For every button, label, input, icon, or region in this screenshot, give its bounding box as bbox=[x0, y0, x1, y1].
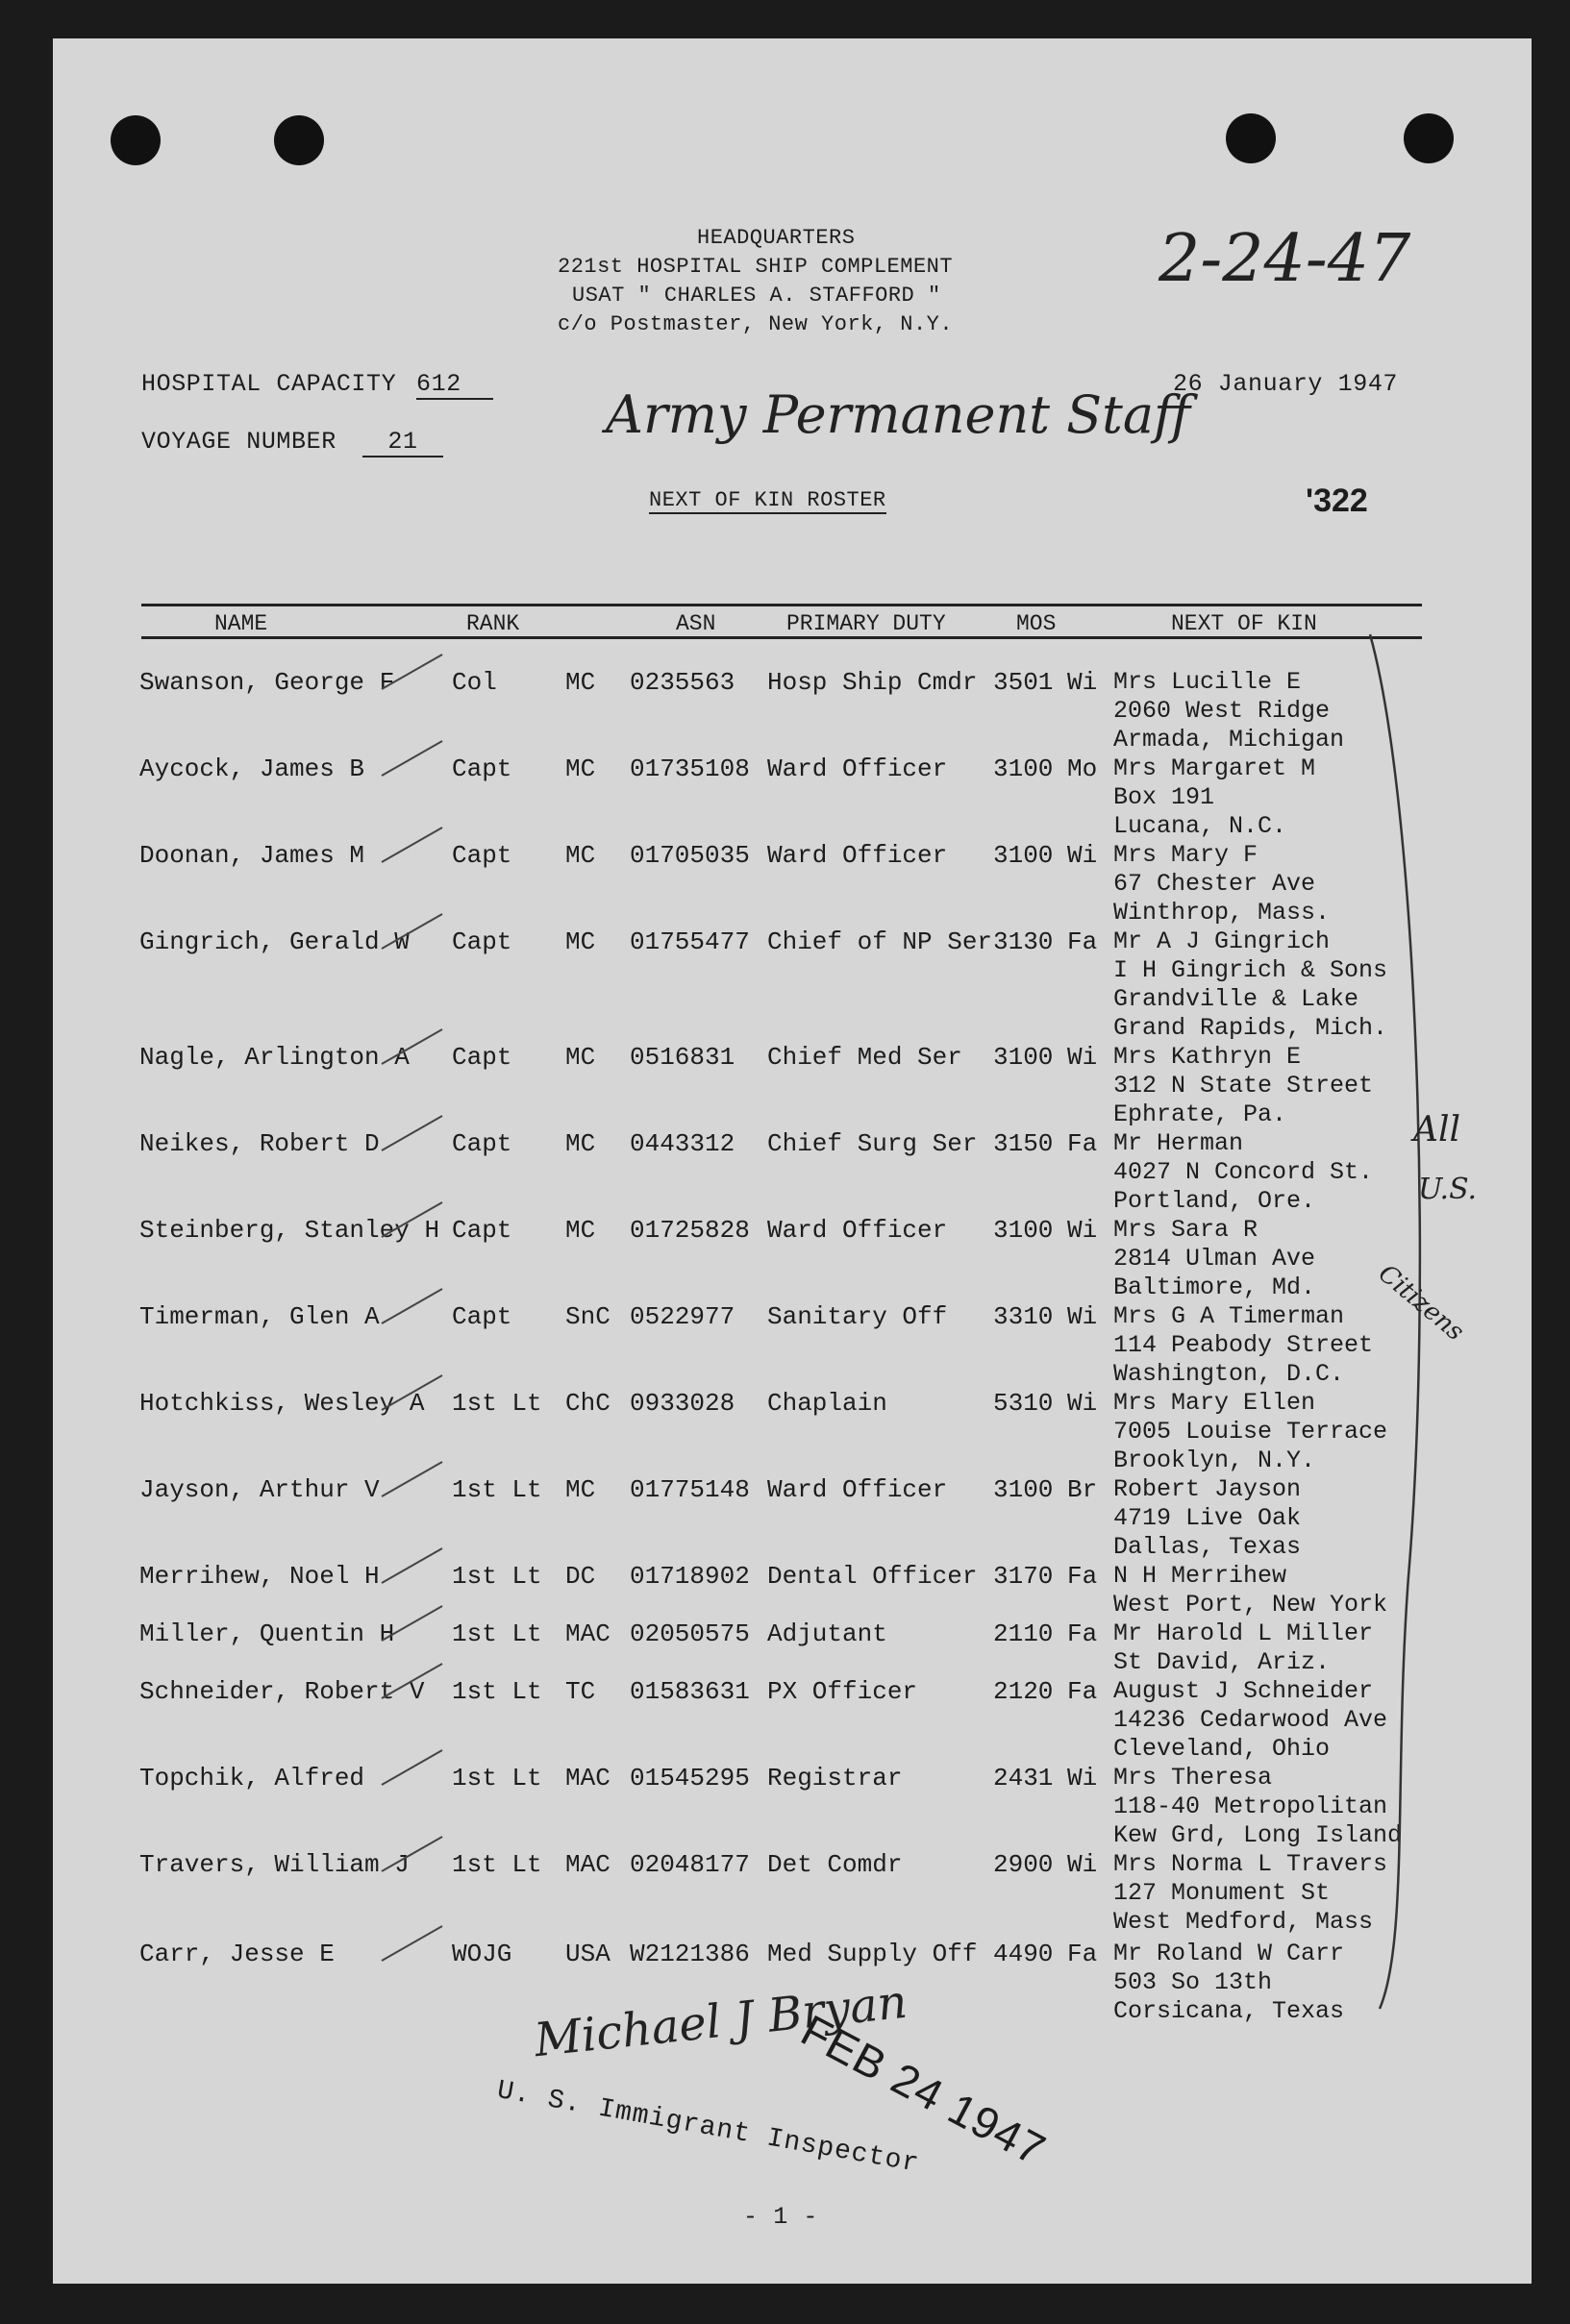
row-mos: 3501 bbox=[993, 668, 1054, 697]
row-name: Neikes, Robert D bbox=[139, 1129, 380, 1158]
kin-line: Mrs Sara R bbox=[1113, 1216, 1258, 1244]
kin-line: Mrs Theresa bbox=[1113, 1764, 1273, 1792]
row-status: Wi bbox=[1067, 1302, 1098, 1331]
row-asn: 0235563 bbox=[630, 668, 735, 697]
row-rank: 1st Lt bbox=[452, 1475, 542, 1504]
row-rank: Capt bbox=[452, 927, 512, 956]
row-branch: MAC bbox=[565, 1850, 611, 1879]
kin-line: I H Gingrich & Sons bbox=[1113, 956, 1388, 984]
kin-line: Mrs Norma L Travers bbox=[1113, 1850, 1388, 1878]
table-row bbox=[53, 1562, 1532, 1619]
kin-line: 503 So 13th bbox=[1113, 1968, 1273, 1996]
stamp-text: U. S. Immigrant Inspector bbox=[494, 2076, 922, 2180]
row-duty: Med Supply Off bbox=[767, 1940, 978, 1968]
row-name: Aycock, James B bbox=[139, 754, 365, 783]
row-duty: Chief Med Ser bbox=[767, 1043, 962, 1072]
row-duty: PX Officer bbox=[767, 1677, 918, 1706]
row-branch: TC bbox=[565, 1677, 596, 1706]
row-status: Wi bbox=[1067, 1850, 1098, 1879]
kin-line: West Medford, Mass bbox=[1113, 1908, 1374, 1936]
row-duty: Registrar bbox=[767, 1764, 903, 1792]
kin-line: Robert Jayson bbox=[1113, 1475, 1302, 1503]
row-duty: Chief Surg Ser bbox=[767, 1129, 978, 1158]
row-name: Swanson, George F bbox=[139, 668, 395, 697]
kin-line: Grandville & Lake bbox=[1113, 985, 1359, 1013]
row-status: Wi bbox=[1067, 1389, 1098, 1418]
kin-line: Mr Harold L Miller bbox=[1113, 1619, 1374, 1647]
table-row bbox=[53, 1475, 1532, 1561]
kin-line: Baltimore, Md. bbox=[1113, 1273, 1316, 1301]
row-duty: Ward Officer bbox=[767, 841, 948, 870]
row-mos: 3100 bbox=[993, 1216, 1054, 1245]
row-duty: Hosp Ship Cmdr bbox=[767, 668, 978, 697]
row-mos: 5310 bbox=[993, 1389, 1054, 1418]
table-row bbox=[53, 1850, 1532, 1936]
kin-line: Mrs Kathryn E bbox=[1113, 1043, 1302, 1071]
kin-line: Washington, D.C. bbox=[1113, 1360, 1345, 1388]
row-asn: 01755477 bbox=[630, 927, 750, 956]
row-rank: Capt bbox=[452, 1302, 512, 1331]
kin-line: Armada, Michigan bbox=[1113, 726, 1345, 754]
row-rank: 1st Lt bbox=[452, 1764, 542, 1792]
kin-line: Mr Herman bbox=[1113, 1129, 1244, 1157]
col-header-rank: RANK bbox=[466, 611, 520, 636]
row-status: Wi bbox=[1067, 1216, 1098, 1245]
row-rank: Capt bbox=[452, 841, 512, 870]
row-name: Merrihew, Noel H bbox=[139, 1562, 380, 1591]
handwritten-date: 2-24-47 bbox=[1159, 221, 1411, 297]
table-row bbox=[53, 668, 1532, 754]
row-asn: 01583631 bbox=[630, 1677, 750, 1706]
row-duty: Chaplain bbox=[767, 1389, 887, 1418]
row-status: Wi bbox=[1067, 1043, 1098, 1072]
row-name: Gingrich, Gerald W bbox=[139, 927, 410, 956]
row-status: Fa bbox=[1067, 1940, 1098, 1968]
table-row bbox=[53, 1389, 1532, 1474]
row-asn: 01705035 bbox=[630, 841, 750, 870]
row-name: Travers, William J bbox=[139, 1850, 410, 1879]
header-line-1: HEADQUARTERS bbox=[697, 226, 856, 250]
row-asn: 0516831 bbox=[630, 1043, 735, 1072]
check-mark-icon bbox=[380, 824, 447, 867]
row-next-of-kin bbox=[1113, 754, 1315, 841]
page-number: - 1 - bbox=[743, 2203, 819, 2231]
row-mos: 2120 bbox=[993, 1677, 1054, 1706]
kin-line: 127 Monument St bbox=[1113, 1879, 1331, 1907]
header-rule-bottom bbox=[141, 636, 1422, 639]
kin-line: West Port, New York bbox=[1113, 1591, 1388, 1619]
row-name: Jayson, Arthur V bbox=[139, 1475, 380, 1504]
table-row bbox=[53, 841, 1532, 927]
inspector-signature-image: Michael J Bryan bbox=[532, 1974, 910, 2068]
col-header-kin: NEXT OF KIN bbox=[1171, 611, 1317, 636]
row-next-of-kin bbox=[1113, 1129, 1373, 1216]
row-rank: 1st Lt bbox=[452, 1389, 542, 1418]
kin-line: Dallas, Texas bbox=[1113, 1533, 1302, 1561]
check-mark-icon bbox=[380, 1545, 447, 1588]
row-mos: 3170 bbox=[993, 1562, 1054, 1591]
kin-line: Ephrate, Pa. bbox=[1113, 1100, 1287, 1128]
kin-line: Mrs G A Timerman bbox=[1113, 1302, 1345, 1330]
document-date: 26 January 1947 bbox=[1173, 370, 1399, 398]
row-rank: 1st Lt bbox=[452, 1677, 542, 1706]
table-row bbox=[53, 927, 1532, 1042]
row-status: Wi bbox=[1067, 1764, 1098, 1792]
table-row bbox=[53, 1764, 1532, 1849]
capacity-label: HOSPITAL CAPACITY bbox=[141, 370, 397, 398]
row-mos: 3100 bbox=[993, 841, 1054, 870]
header-line-3: USAT " CHARLES A. STAFFORD " bbox=[572, 284, 941, 308]
row-asn: 0933028 bbox=[630, 1389, 735, 1418]
row-branch: MC bbox=[565, 1475, 596, 1504]
col-header-duty: PRIMARY DUTY bbox=[786, 611, 946, 636]
table-row bbox=[53, 1043, 1532, 1128]
stamp-date: FEB 24 1947 bbox=[793, 2004, 1055, 2176]
voyage-label: VOYAGE NUMBER bbox=[141, 428, 336, 456]
check-mark-icon bbox=[380, 1660, 447, 1703]
row-name: Nagle, Arlington A bbox=[139, 1043, 410, 1072]
row-mos: 3310 bbox=[993, 1302, 1054, 1331]
row-branch: SnC bbox=[565, 1302, 611, 1331]
check-mark-icon bbox=[380, 1746, 447, 1790]
punch-hole-left-2 bbox=[274, 115, 324, 165]
voyage-value: 21 bbox=[362, 428, 443, 457]
kin-line: 7005 Louise Terrace bbox=[1113, 1418, 1388, 1446]
kin-line: Mr Roland W Carr bbox=[1113, 1940, 1345, 1967]
row-branch: ChC bbox=[565, 1389, 611, 1418]
row-next-of-kin bbox=[1113, 1619, 1373, 1677]
row-rank: Capt bbox=[452, 1216, 512, 1245]
row-mos: 3100 bbox=[993, 1043, 1054, 1072]
kin-line: 118-40 Metropolitan bbox=[1113, 1792, 1388, 1820]
check-mark-icon bbox=[380, 910, 447, 953]
row-branch: USA bbox=[565, 1940, 611, 1968]
margin-note-line-1: All bbox=[1413, 1110, 1461, 1150]
kin-line: Cleveland, Ohio bbox=[1113, 1735, 1331, 1763]
row-status: Fa bbox=[1067, 1129, 1098, 1158]
col-header-asn: ASN bbox=[676, 611, 716, 636]
kin-line: Portland, Ore. bbox=[1113, 1187, 1316, 1215]
check-mark-icon bbox=[380, 1922, 447, 1966]
row-next-of-kin bbox=[1113, 841, 1330, 927]
row-status: Fa bbox=[1067, 1562, 1098, 1591]
kin-line: Mrs Mary F bbox=[1113, 841, 1258, 869]
punch-hole-right-2 bbox=[1404, 113, 1454, 163]
row-mos: 3150 bbox=[993, 1129, 1054, 1158]
header-line-2: 221st HOSPITAL SHIP COMPLEMENT bbox=[558, 255, 954, 279]
row-asn: 0522977 bbox=[630, 1302, 735, 1331]
kin-line: Brooklyn, N.Y. bbox=[1113, 1446, 1316, 1474]
row-branch: MC bbox=[565, 668, 596, 697]
kin-line: 14236 Cedarwood Ave bbox=[1113, 1706, 1388, 1734]
row-branch: MC bbox=[565, 927, 596, 956]
row-branch: MC bbox=[565, 1216, 596, 1245]
kin-line: Mrs Margaret M bbox=[1113, 754, 1316, 782]
row-status: Br bbox=[1067, 1475, 1098, 1504]
row-mos: 4490 bbox=[993, 1940, 1054, 1968]
kin-line: 114 Peabody Street bbox=[1113, 1331, 1374, 1359]
kin-line: 2814 Ulman Ave bbox=[1113, 1245, 1316, 1273]
row-asn: 01545295 bbox=[630, 1764, 750, 1792]
capacity-value: 612 bbox=[416, 370, 493, 400]
row-rank: 1st Lt bbox=[452, 1619, 542, 1648]
table-row bbox=[53, 1619, 1532, 1676]
row-duty: Det Comdr bbox=[767, 1850, 903, 1879]
row-asn: 01735108 bbox=[630, 754, 750, 783]
check-mark-icon bbox=[380, 1026, 447, 1069]
kin-line: August J Schneider bbox=[1113, 1677, 1374, 1705]
row-duty: Ward Officer bbox=[767, 1216, 948, 1245]
kin-line: Kew Grd, Long Island bbox=[1113, 1821, 1403, 1849]
kin-line: Grand Rapids, Mich. bbox=[1113, 1014, 1388, 1042]
row-next-of-kin bbox=[1113, 1216, 1315, 1302]
row-mos: 2431 bbox=[993, 1764, 1054, 1792]
row-name: Timerman, Glen A bbox=[139, 1302, 380, 1331]
row-duty: Dental Officer bbox=[767, 1562, 978, 1591]
row-mos: 2900 bbox=[993, 1850, 1054, 1879]
row-mos: 3130 bbox=[993, 927, 1054, 956]
row-next-of-kin bbox=[1113, 1940, 1344, 2026]
handwritten-signature: Army Permanent Staff bbox=[606, 384, 1191, 445]
row-status: Wi bbox=[1067, 841, 1098, 870]
row-branch: DC bbox=[565, 1562, 596, 1591]
row-name: Carr, Jesse E bbox=[139, 1940, 335, 1968]
row-branch: MAC bbox=[565, 1764, 611, 1792]
row-status: Fa bbox=[1067, 1677, 1098, 1706]
row-branch: MC bbox=[565, 754, 596, 783]
row-duty: Chief of NP Ser bbox=[767, 927, 993, 956]
col-header-mos: MOS bbox=[1016, 611, 1057, 636]
row-rank: WOJG bbox=[452, 1940, 512, 1968]
row-duty: Adjutant bbox=[767, 1619, 887, 1648]
kin-line: Lucana, N.C. bbox=[1113, 812, 1287, 840]
row-name: Topchik, Alfred bbox=[139, 1764, 365, 1792]
row-asn: 01718902 bbox=[630, 1562, 750, 1591]
kin-line: Winthrop, Mass. bbox=[1113, 899, 1331, 927]
check-mark-icon bbox=[380, 1112, 447, 1155]
check-mark-icon bbox=[380, 1458, 447, 1501]
row-branch: MC bbox=[565, 1129, 596, 1158]
kin-line: 67 Chester Ave bbox=[1113, 870, 1316, 898]
kin-line: Mrs Mary Ellen bbox=[1113, 1389, 1316, 1417]
header-rule-top bbox=[141, 604, 1422, 606]
row-rank: Capt bbox=[452, 754, 512, 783]
row-next-of-kin bbox=[1113, 1475, 1301, 1562]
row-rank: 1st Lt bbox=[452, 1850, 542, 1879]
kin-line: Corsicana, Texas bbox=[1113, 1997, 1345, 2025]
row-next-of-kin bbox=[1113, 668, 1344, 754]
row-asn: 01725828 bbox=[630, 1216, 750, 1245]
header-line-4: c/o Postmaster, New York, N.Y. bbox=[558, 312, 954, 336]
row-name: Doonan, James M bbox=[139, 841, 365, 870]
table-row bbox=[53, 1216, 1532, 1301]
document-number: '322 bbox=[1306, 482, 1368, 519]
row-next-of-kin bbox=[1113, 1043, 1373, 1129]
punch-hole-left-1 bbox=[111, 115, 161, 165]
row-name: Miller, Quentin H bbox=[139, 1619, 395, 1648]
row-status: Mo bbox=[1067, 754, 1098, 783]
col-header-name: NAME bbox=[214, 611, 268, 636]
row-asn: 02048177 bbox=[630, 1850, 750, 1879]
row-status: Fa bbox=[1067, 927, 1098, 956]
row-rank: 1st Lt bbox=[452, 1562, 542, 1591]
document-page bbox=[53, 38, 1532, 2284]
row-asn: 0443312 bbox=[630, 1129, 735, 1158]
kin-line: 4719 Live Oak bbox=[1113, 1504, 1302, 1532]
check-mark-icon bbox=[380, 651, 447, 694]
row-next-of-kin bbox=[1113, 1302, 1373, 1389]
kin-line: 2060 West Ridge bbox=[1113, 697, 1331, 725]
check-mark-icon bbox=[380, 1372, 447, 1415]
check-mark-icon bbox=[380, 1833, 447, 1876]
check-mark-icon bbox=[380, 1602, 447, 1645]
check-mark-icon bbox=[380, 1199, 447, 1242]
table-row bbox=[53, 1677, 1532, 1763]
row-status: Fa bbox=[1067, 1619, 1098, 1648]
row-asn: W2121386 bbox=[630, 1940, 750, 1968]
punch-hole-right-1 bbox=[1226, 113, 1276, 163]
margin-note-line-2: U.S. bbox=[1418, 1173, 1478, 1206]
row-mos: 3100 bbox=[993, 1475, 1054, 1504]
row-rank: Capt bbox=[452, 1043, 512, 1072]
row-name: Steinberg, Stanley H bbox=[139, 1216, 440, 1245]
kin-line: St David, Ariz. bbox=[1113, 1648, 1331, 1676]
row-name: Hotchkiss, Wesley A bbox=[139, 1389, 425, 1418]
row-rank: Capt bbox=[452, 1129, 512, 1158]
row-branch: MAC bbox=[565, 1619, 611, 1648]
check-mark-icon bbox=[380, 737, 447, 780]
row-name: Schneider, Robert V bbox=[139, 1677, 425, 1706]
row-rank: Col bbox=[452, 668, 497, 697]
row-duty: Ward Officer bbox=[767, 1475, 948, 1504]
row-duty: Ward Officer bbox=[767, 754, 948, 783]
roster-title: NEXT OF KIN ROSTER bbox=[649, 488, 886, 512]
check-mark-icon bbox=[380, 1285, 447, 1328]
row-duty: Sanitary Off bbox=[767, 1302, 948, 1331]
kin-line: Box 191 bbox=[1113, 783, 1215, 811]
kin-line: N H Merrihew bbox=[1113, 1562, 1287, 1590]
row-branch: MC bbox=[565, 1043, 596, 1072]
table-row bbox=[53, 754, 1532, 840]
kin-line: Mr A J Gingrich bbox=[1113, 927, 1331, 955]
margin-note-line-3: Citizens bbox=[1372, 1259, 1470, 1347]
row-asn: 02050575 bbox=[630, 1619, 750, 1648]
row-status: Wi bbox=[1067, 668, 1098, 697]
row-branch: MC bbox=[565, 841, 596, 870]
kin-line: 312 N State Street bbox=[1113, 1072, 1374, 1100]
row-mos: 2110 bbox=[993, 1619, 1054, 1648]
row-asn: 01775148 bbox=[630, 1475, 750, 1504]
kin-line: 4027 N Concord St. bbox=[1113, 1158, 1374, 1186]
kin-line: Mrs Lucille E bbox=[1113, 668, 1302, 696]
row-mos: 3100 bbox=[993, 754, 1054, 783]
